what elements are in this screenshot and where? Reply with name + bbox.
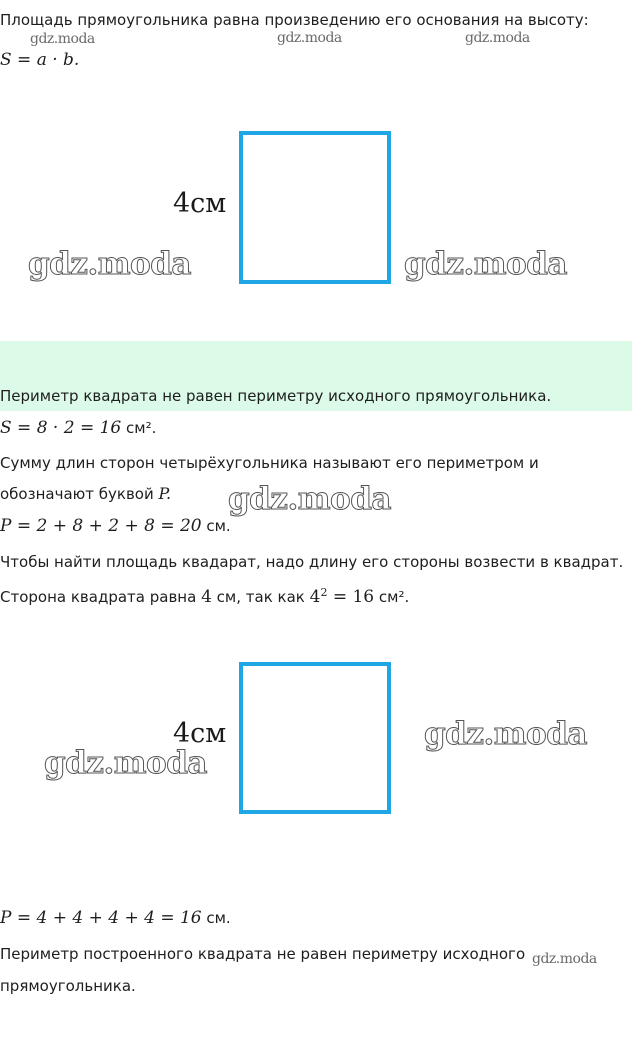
- watermark: gdz.moda: [228, 481, 391, 517]
- perimeter-definition-line2: [0, 485, 171, 503]
- square-perimeter-formula: [0, 908, 231, 928]
- square-side-result: = 16: [327, 587, 375, 607]
- square-area-rule: Чтобы найти площадь квадарат, надо длину его стороны возвести в квадрат.: [0, 553, 624, 571]
- square-side-statement: [0, 584, 409, 606]
- watermark: gdz.moda: [465, 30, 530, 46]
- conclusion-line2: прямоугольника.: [0, 977, 136, 995]
- perimeter-symbol: P.: [158, 484, 172, 503]
- square-side-middle: см, так как: [211, 588, 310, 606]
- square-perimeter-unit: см.: [201, 909, 231, 927]
- perimeter-definition-line1: Сумму длин сторон четырёхугольника называют его периметром и: [0, 454, 539, 472]
- area-formula-general: S = a · b.: [0, 50, 80, 70]
- area-unit: см².: [121, 419, 157, 437]
- perimeter-formula: [0, 516, 231, 536]
- perimeter-unit: см.: [201, 517, 231, 535]
- square-side-value: 4: [201, 587, 212, 607]
- watermark: gdz.moda: [424, 716, 587, 752]
- watermark: gdz.moda: [30, 31, 95, 47]
- square-side-base: 4: [309, 587, 321, 607]
- intro-text: Площадь прямоугольника равна произведению его основания на высоту:: [0, 11, 589, 29]
- perimeter-expression: P = 2 + 8 + 2 + 8 = 20: [0, 516, 202, 536]
- watermark: gdz.moda: [277, 30, 342, 46]
- square-perimeter-expression: P = 4 + 4 + 4 + 4 = 16: [0, 908, 202, 928]
- area-formula: [0, 418, 156, 438]
- perimeter-definition-text: обозначают буквой: [0, 485, 154, 503]
- side-length-label: 4см: [173, 188, 227, 219]
- square-figure: [239, 131, 391, 284]
- watermark: gdz.moda: [44, 745, 207, 781]
- watermark: gdz.moda: [532, 951, 597, 967]
- highlight-text: Периметр квадрата не равен периметру исходного прямоугольника.: [0, 387, 552, 405]
- square-side-prefix: Сторона квадрата равна: [0, 588, 202, 606]
- side-length-label: 4см: [173, 718, 227, 749]
- square-side-exponent: 2: [320, 586, 328, 599]
- watermark: gdz.moda: [28, 246, 191, 282]
- square-figure: [239, 662, 391, 814]
- area-expression: S = 8 · 2 = 16: [0, 418, 122, 438]
- watermark: gdz.moda: [404, 246, 567, 282]
- square-side-unit: см².: [374, 588, 410, 606]
- conclusion-line1: Периметр построенного квадрата не равен периметру исходного: [0, 945, 526, 963]
